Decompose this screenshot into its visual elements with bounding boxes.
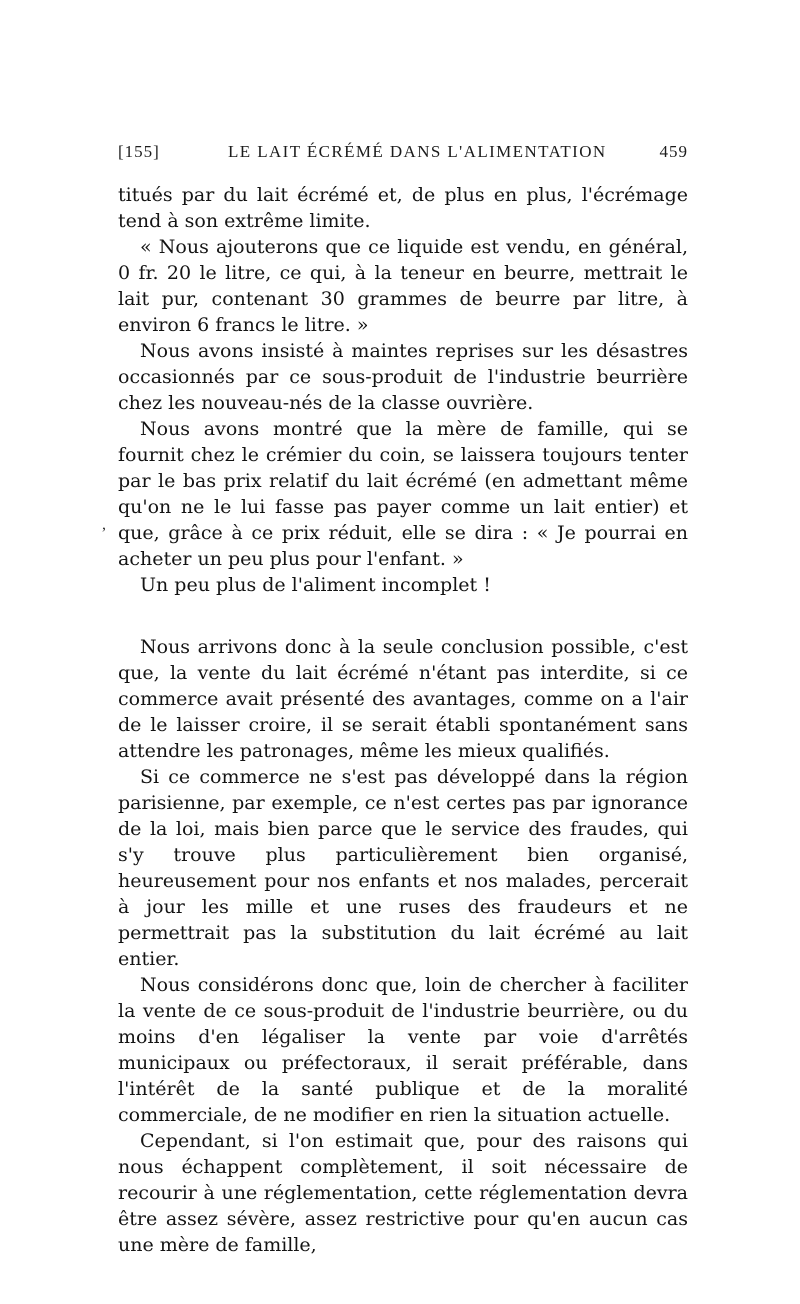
header-section-number: [155] [118, 142, 160, 161]
paragraph: Nous avons insisté à maintes reprises sur les désastres occasionnés par ce sous-produit de l'industrie beurrière chez les nouveau-nés de la classe ouvrière. [118, 340, 688, 414]
paragraph-continuation: titués par du lait écrémé et, de plus en plus, l'écrémage tend à son extrême limite. [118, 184, 688, 232]
margin-mark: , [102, 516, 106, 533]
running-header [118, 142, 688, 168]
body-text [118, 182, 688, 1258]
header-title: LE LAIT ÉCRÉMÉ DANS L'ALIMENTATION [228, 142, 607, 161]
paragraph: Nous arrivons donc à la seule conclusion possible, c'est que, la vente du lait écrémé n'étant pas interdite, si ce commerce avait présenté des avantages, comme on a l'air de le laisser croire, il se serait établi spontanément sans attendre les patronages, même les mieux qualifiés. [118, 636, 688, 762]
paragraph: Cependant, si l'on estimait que, pour des raisons qui nous échappent complètement, il soit nécessaire de recourir à une réglementation, cette réglementation devra être assez sévère, assez restrictive pour qu'en aucun cas une mère de famille, [118, 1130, 688, 1256]
paragraph-quote: « Nous ajouterons que ce liquide est vendu, en général, 0 fr. 20 le litre, ce qui, à la teneur en beurre, mettrait le lait pur, contenant 30 grammes de beurre par litre, à environ 6 francs le litre. » [118, 236, 688, 336]
section-break [118, 598, 688, 634]
paragraph: Nous considérons donc que, loin de chercher à faciliter la vente de ce sous-produit de l'industrie beurrière, ou du moins d'en légaliser la vente par voie d'arrêtés municipaux ou préfectoraux, il serait préférable, dans l'intérêt de la santé publique et de la moralité commerciale, de ne modifier en rien la situation actuelle. [118, 974, 688, 1126]
page-number: 459 [659, 142, 688, 161]
paragraph: Si ce commerce ne s'est pas développé dans la région parisienne, par exemple, ce n'est certes pas par ignorance de la loi, mais bien parce que le service des fraudes, qui s'y trouve plus particulièrement bien organisé, heureusement pour nos enfants et nos malades, percerait à jour les mille et une ruses des fraudeurs et ne permettrait pas la substitution du lait écrémé au lait entier. [118, 766, 688, 970]
paragraph: Nous avons montré que la mère de famille, qui se fournit chez le crémier du coin, se laissera toujours tenter par le bas prix relatif du lait écrémé (en admettant même qu'on ne le lui fasse pas payer comme un lait entier) et que, grâce à ce prix réduit, elle se dira : « Je pourrai en acheter un peu plus pour l'enfant. » [118, 418, 688, 570]
paragraph-exclamation: Un peu plus de l'aliment incomplet ! [140, 574, 491, 596]
